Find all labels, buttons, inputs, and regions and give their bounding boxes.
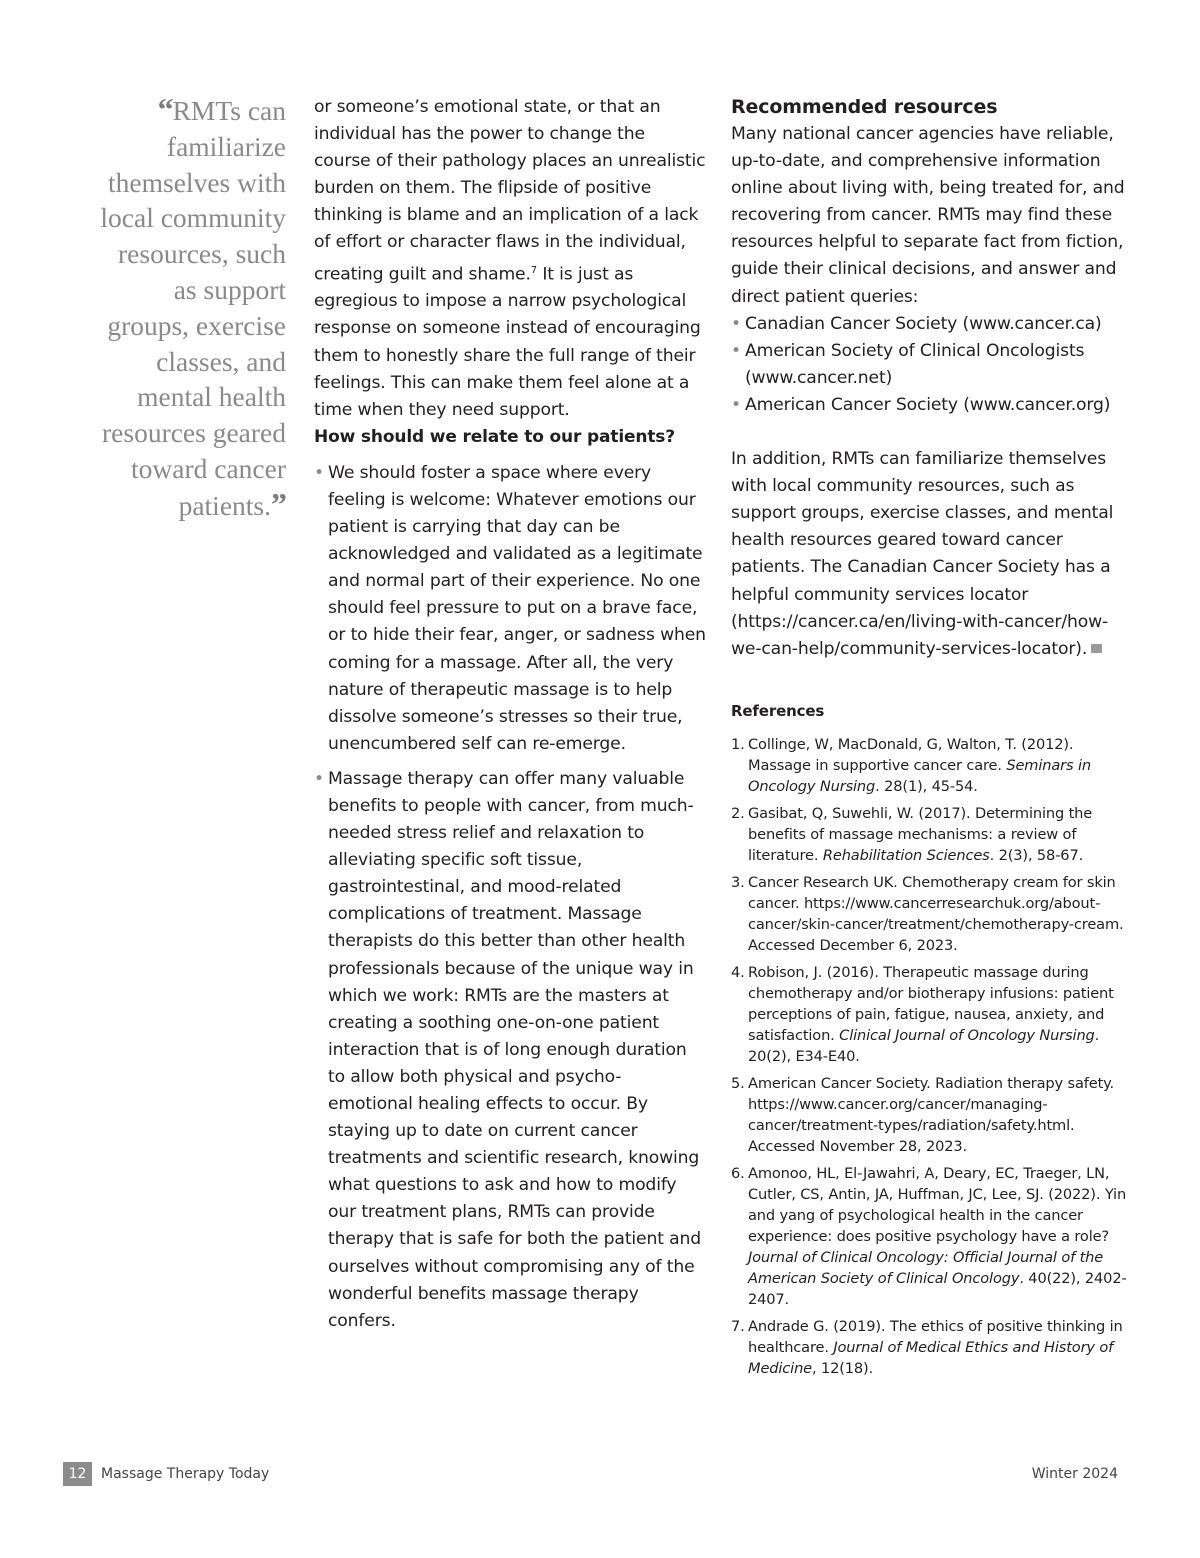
reference-item: [731, 734, 1131, 797]
citation-superscript: 7: [530, 264, 538, 276]
community-paragraph: [731, 446, 1131, 663]
reference-text: Andrade G. (2019). The ethics of positive thinking in healthcare.: [748, 1317, 1123, 1356]
close-quote-mark: ”: [271, 485, 286, 522]
references-heading: References: [731, 701, 825, 720]
reference-number: 4.: [731, 963, 745, 981]
reference-text: Collinge, W, MacDonald, G, Walton, T. (2012). Massage in supportive cancer care.: [748, 735, 1074, 774]
references-section: [731, 701, 1131, 1379]
reference-text: Robison, J. (2016). Therapeutic massage during chemotherapy and/or biotherapy infusions: patient perceptions of pain, fatigue, nausea, anxiety, and satisfaction.: [748, 963, 1114, 1044]
paragraph-text-continued: It is just as egregious to impose a narrow psychological response on someone instead of encouraging them to honestly share the full range of their feelings. This can make them feel alone at a time when they need support.: [314, 264, 701, 420]
reference-number: 6.: [731, 1164, 745, 1182]
resource-item: • American Society of Clinical Oncologists (www.cancer.net): [731, 338, 1131, 392]
resources-intro: Many national cancer agencies have reliable, up-to-date, and comprehensive information online about living with, being treated for, and recovering from cancer. RMTs may find these resources helpful to separate fact from fiction, guide their clinical decisions, and answer and direct patient queries:: [731, 124, 1125, 307]
reference-journal: Seminars in Oncology Nursing: [748, 756, 1091, 795]
publication-name: Massage Therapy Today: [101, 1466, 270, 1482]
resource-item: • American Cancer Society (www.cancer.org): [731, 392, 1131, 419]
reference-number: 5.: [731, 1074, 745, 1092]
pull-quote-text: RMTs can familiarize themselves with local community resources, such as support groups, exercise classes, and mental health resources geared toward cancer patients.: [100, 95, 286, 521]
reference-item: [731, 1316, 1131, 1379]
reference-number: 3.: [731, 873, 745, 891]
resources-list: [731, 311, 1131, 419]
reference-text: Cancer Research UK. Chemotherapy cream for skin cancer. https://www.cancerresearchuk.org/about-cancer/skin-cancer/treatment/chemotherapy-cream. Accessed December 6, 2023.: [748, 873, 1124, 954]
middle-column: [314, 94, 706, 1343]
reference-details: . 28(1), 45-54.: [875, 777, 978, 795]
reference-item: [731, 1073, 1131, 1157]
pull-quote: [100, 92, 286, 524]
reference-number: 2.: [731, 804, 745, 822]
references-list: [731, 734, 1131, 1379]
reference-details: , 12(18).: [812, 1359, 874, 1377]
reference-text: Amonoo, HL, El-Jawahri, A, Deary, EC, Traeger, LN, Cutler, CS, Antin, JA, Huffman, JC, Lee, SJ. (2022). Yin and yang of psychological health in the cancer experience: does positive psychology have a role?: [748, 1164, 1127, 1245]
reference-number: 1.: [731, 735, 745, 753]
reference-journal: Journal of Medical Ethics and History of Medicine: [748, 1338, 1114, 1377]
resources-heading: Recommended resources: [731, 96, 998, 118]
page-number: 12: [63, 1462, 92, 1486]
community-text: In addition, RMTs can familiarize themselves with local community resources, such as support groups, exercise classes, and mental health resources geared toward cancer patients. The Canadian Cancer Society has a helpful community services locator (https://cancer.ca/en/living-with-cancer/how-we-can-help/community-services-locator).: [731, 449, 1114, 659]
section-heading: How should we relate to our patients?: [314, 426, 675, 447]
patient-relation-list: [314, 460, 706, 1335]
paragraph-text: or someone’s emotional state, or that an individual has the power to change the course of their pathology places an unrealistic burden on them. The flipside of positive thinking is blame and an implication of a lack of effort or character flaws in the individual, creating guilt and shame.: [314, 97, 706, 285]
reference-item: [731, 962, 1131, 1067]
list-item: • We should foster a space where every feeling is welcome: Whatever emotions our patient is carrying that day can be acknowledged and validated as a legitimate and normal part of their experience. No one should feel pressure to put on a brave face, or to hide their fear, anger, or sadness when coming for a massage. After all, the very nature of therapeutic massage is to help dissolve someone’s stresses so their true, unencumbered self can re-emerge.: [314, 460, 706, 758]
right-column: [731, 94, 1131, 1385]
list-item: • Massage therapy can offer many valuable benefits to people with cancer, from much-needed stress relief and relaxation to alleviating specific soft tissue, gastrointestinal, and mood-related complications of treatment. Massage therapists do this better than other health professionals because of the unique way in which we work: RMTs are the masters at creating a soothing one-on-one patient interaction that is of long enough duration to allow both physical and psycho-emotional healing effects to occur. By staying up to date on current cancer treatments and scientific research, knowing what questions to ask and how to modify our treatment plans, RMTs can provide therapy that is safe for both the patient and ourselves without compromising any of the wonderful benefits massage therapy confers.: [314, 766, 706, 1335]
open-quote-mark: “: [157, 91, 173, 127]
end-mark-icon: [1091, 644, 1102, 653]
reference-item: [731, 872, 1131, 956]
reference-item: [731, 803, 1131, 866]
reference-details: . 20(2), E34-E40.: [748, 1026, 1100, 1065]
reference-journal: Clinical Journal of Oncology Nursing: [839, 1026, 1095, 1044]
reference-journal: Rehabilitation Sciences: [822, 846, 990, 864]
issue-date: Winter 2024: [1031, 1466, 1118, 1482]
body-paragraph: [314, 94, 706, 424]
reference-text: American Cancer Society. Radiation therapy safety. https://www.cancer.org/cancer/managing-cancer/treatment-types/radiation/safety.html. Accessed November 28, 2023.: [748, 1074, 1115, 1155]
reference-details: . 40(22), 2402-2407.: [748, 1269, 1127, 1308]
reference-item: [731, 1163, 1131, 1310]
reference-number: 7.: [731, 1317, 745, 1335]
resource-item: • Canadian Cancer Society (www.cancer.ca): [731, 311, 1131, 338]
reference-journal: Journal of Clinical Oncology: Official Journal of the American Society of Clinical Oncology: [748, 1248, 1104, 1287]
reference-details: . 2(3), 58-67.: [989, 846, 1084, 864]
reference-text: Gasibat, Q, Suwehli, W. (2017). Determining the benefits of massage mechanisms: a review of literature.: [748, 804, 1093, 864]
